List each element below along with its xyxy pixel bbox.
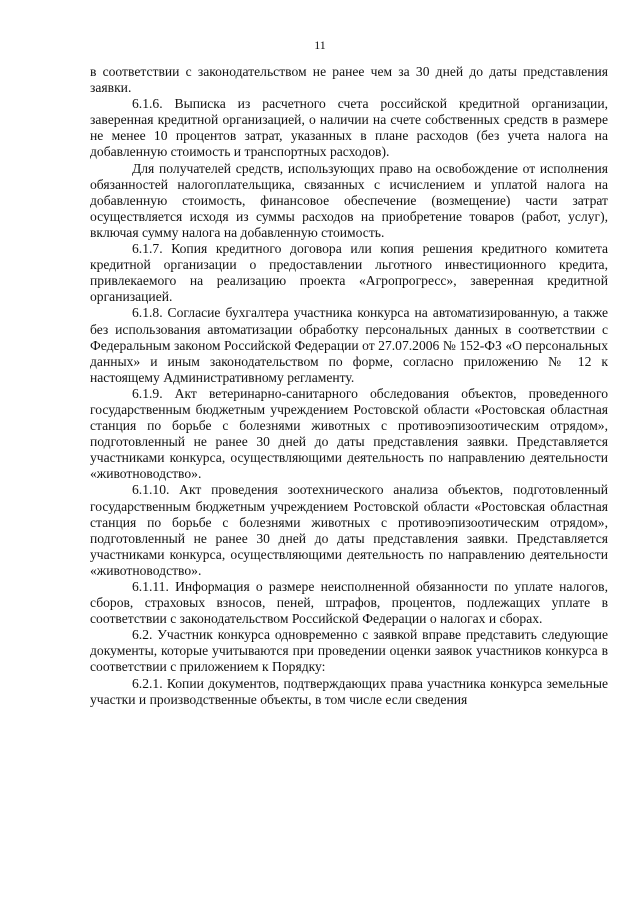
paragraph-p1: 6.1.6. Выписка из расчетного счета российской кредитной организации, заверенная кредитной организацией, о наличии на счете собственных средств в размере не менее 10 процентов затрат, указанных в плане расходов (без учета налога на добавленную стоимость и транспортных расходов). <box>90 96 608 160</box>
document-body <box>90 64 608 708</box>
paragraph-p9: 6.2.1. Копии документов, подтверждающих права участника конкурса земельные участки и производственные объекты, в том числе если сведения <box>90 675 608 707</box>
paragraph-p6: 6.1.10. Акт проведения зоотехнического анализа объектов, подготовленный государственным бюджетным учреждением Ростовской области «Ростовская областная станция по борьбе с болезнями животных с противоэпизоотическим отрядом», подготовленный не ранее 30 дней до даты представления заявки. Представляется участниками конкурса, осуществляющими деятельность по направлению деятельности «животноводство». <box>90 482 608 578</box>
paragraph-p2: Для получателей средств, использующих право на освобождение от исполнения обязанностей налогоплательщика, связанных с исчислением и уплатой налога на добавленную стоимость, финансовое обеспечение (возмещение) части затрат осуществляется исходя из суммы расходов на приобретение товаров (работ, услуг), включая сумму налога на добавленную стоимость. <box>90 160 608 240</box>
paragraph-p7: 6.1.11. Информация о размере неисполненной обязанности по уплате налогов, сборов, страховых взносов, пеней, штрафов, процентов, подлежащих уплате в соответствии с законодательством Российской Федерации о налогах и сборах. <box>90 579 608 627</box>
paragraph-p3: 6.1.7. Копия кредитного договора или копия решения кредитного комитета кредитной организации о предоставлении льготного инвестиционного кредита, привлекаемого на реализацию проекта «Агропрогресс», заверенная кредитной организацией. <box>90 241 608 305</box>
paragraph-p4: 6.1.8. Согласие бухгалтера участника конкурса на автоматизированную, а также без использования автоматизации обработку персональных данных в соответствии с Федеральным законом Российской Федерации от 27.07.2006 № 152-ФЗ «О персональных данных» и иным законодательством по форме, согласно приложению № 12 к настоящему Административному регламенту. <box>90 305 608 385</box>
paragraph-p8: 6.2. Участник конкурса одновременно с заявкой вправе представить следующие документы, которые учитываются при проведении оценки заявок участников конкурса в соответствии с приложением к Порядку: <box>90 627 608 675</box>
paragraph-p0: в соответствии с законодательством не ранее чем за 30 дней до даты представления заявки. <box>90 64 608 96</box>
page-number: 11 <box>314 38 326 52</box>
paragraph-p5: 6.1.9. Акт ветеринарно-санитарного обследования объектов, проведенного государственным бюджетным учреждением Ростовской области «Ростовская областная станция по борьбе с болезнями животных с противоэпизоотическим отрядом», подготовленный не ранее 30 дней до даты представления заявки. Представляется участниками конкурса, осуществляющими деятельность по направлению деятельности «животноводство». <box>90 385 608 482</box>
